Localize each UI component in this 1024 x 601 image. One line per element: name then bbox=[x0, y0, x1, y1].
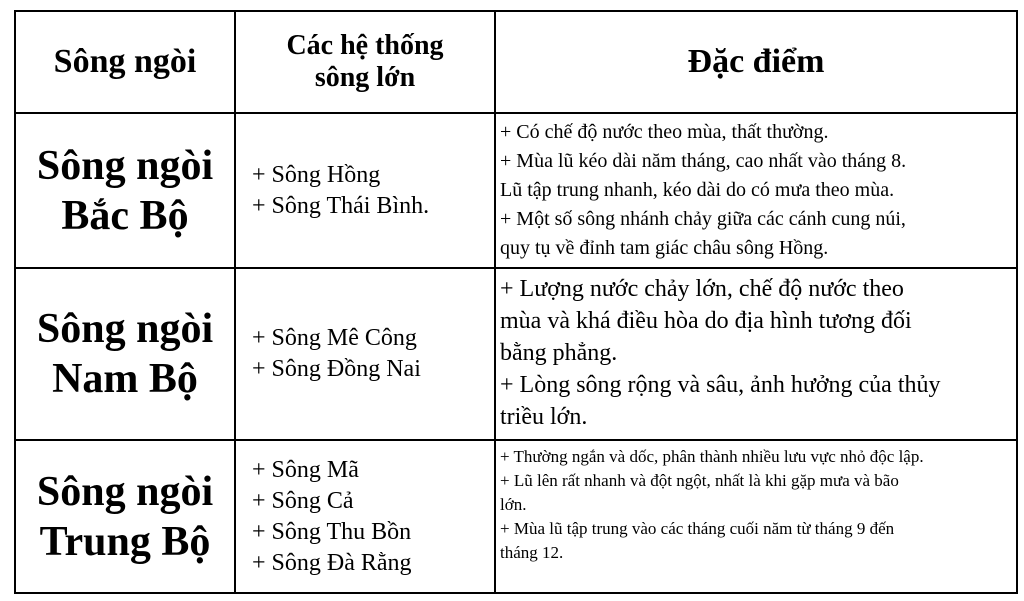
header-features: Đặc điểm bbox=[495, 11, 1017, 113]
header-river-region: Sông ngòi bbox=[15, 11, 235, 113]
feature-line: + Mùa lũ kéo dài năm tháng, cao nhất vào tháng 8. bbox=[500, 150, 907, 172]
feature-line: + Có chế độ nước theo mùa, thất thường. bbox=[500, 121, 829, 143]
river-comparison-table bbox=[14, 10, 1018, 594]
region-line1: Sông ngòi bbox=[36, 142, 214, 189]
rivers-cell bbox=[235, 268, 495, 440]
feature-line: mùa và khá điều hòa do địa hình tương đối bbox=[500, 308, 912, 334]
region-cell bbox=[15, 113, 235, 268]
feature-line: Lũ tập trung nhanh, kéo dài do có mưa theo mùa. bbox=[500, 179, 895, 201]
features-cell bbox=[495, 113, 1017, 268]
rivers-cell bbox=[235, 440, 495, 593]
feature-line: + Thường ngắn và dốc, phân thành nhiều lưu vực nhỏ độc lập. bbox=[500, 447, 924, 466]
river-item: + Sông Mê Công bbox=[252, 325, 417, 351]
header-river-systems bbox=[235, 11, 495, 113]
river-item: + Sông Cả bbox=[252, 487, 354, 514]
feature-line: tháng 12. bbox=[500, 543, 564, 562]
region-cell bbox=[15, 268, 235, 440]
river-item: + Sông Thái Bình. bbox=[252, 192, 430, 219]
river-item: + Sông Hồng bbox=[252, 161, 381, 188]
feature-line: + Một số sông nhánh chảy giữa các cánh cung núi, bbox=[500, 208, 906, 230]
region-line2: Bắc Bộ bbox=[61, 192, 189, 239]
feature-line: + Lượng nước chảy lớn, chế độ nước theo bbox=[500, 276, 904, 302]
header-systems-line1: Các hệ thống bbox=[286, 30, 444, 61]
region-line2: Trung Bộ bbox=[39, 518, 211, 565]
region-cell bbox=[15, 440, 235, 593]
region-line2: Nam Bộ bbox=[52, 356, 198, 402]
river-item: + Sông Đồng Nai bbox=[252, 356, 421, 382]
feature-line: + Mùa lũ tập trung vào các tháng cuối năm từ tháng 9 đến bbox=[500, 519, 895, 538]
feature-line: lớn. bbox=[500, 495, 527, 514]
river-item: + Sông Thu Bồn bbox=[252, 518, 412, 545]
table-row bbox=[15, 440, 1017, 593]
rivers-cell bbox=[235, 113, 495, 268]
feature-line: bằng phẳng. bbox=[500, 340, 618, 366]
region-line1: Sông ngòi bbox=[36, 468, 214, 515]
feature-line: triều lớn. bbox=[500, 404, 588, 430]
river-item: + Sông Mã bbox=[252, 456, 359, 483]
features-cell bbox=[495, 268, 1017, 440]
feature-line: quy tụ về đỉnh tam giác châu sông Hồng. bbox=[500, 237, 829, 259]
table-row bbox=[15, 268, 1017, 440]
table-row bbox=[15, 113, 1017, 268]
features-cell bbox=[495, 440, 1017, 593]
river-item: + Sông Đà Rằng bbox=[252, 549, 412, 576]
header-systems-line2: sông lớn bbox=[314, 62, 416, 93]
feature-line: + Lũ lên rất nhanh và đột ngột, nhất là khi gặp mưa và bão bbox=[500, 471, 899, 490]
region-line1: Sông ngòi bbox=[36, 306, 214, 352]
header-row bbox=[15, 11, 1017, 113]
feature-line: + Lòng sông rộng và sâu, ảnh hưởng của thủy bbox=[500, 372, 941, 398]
